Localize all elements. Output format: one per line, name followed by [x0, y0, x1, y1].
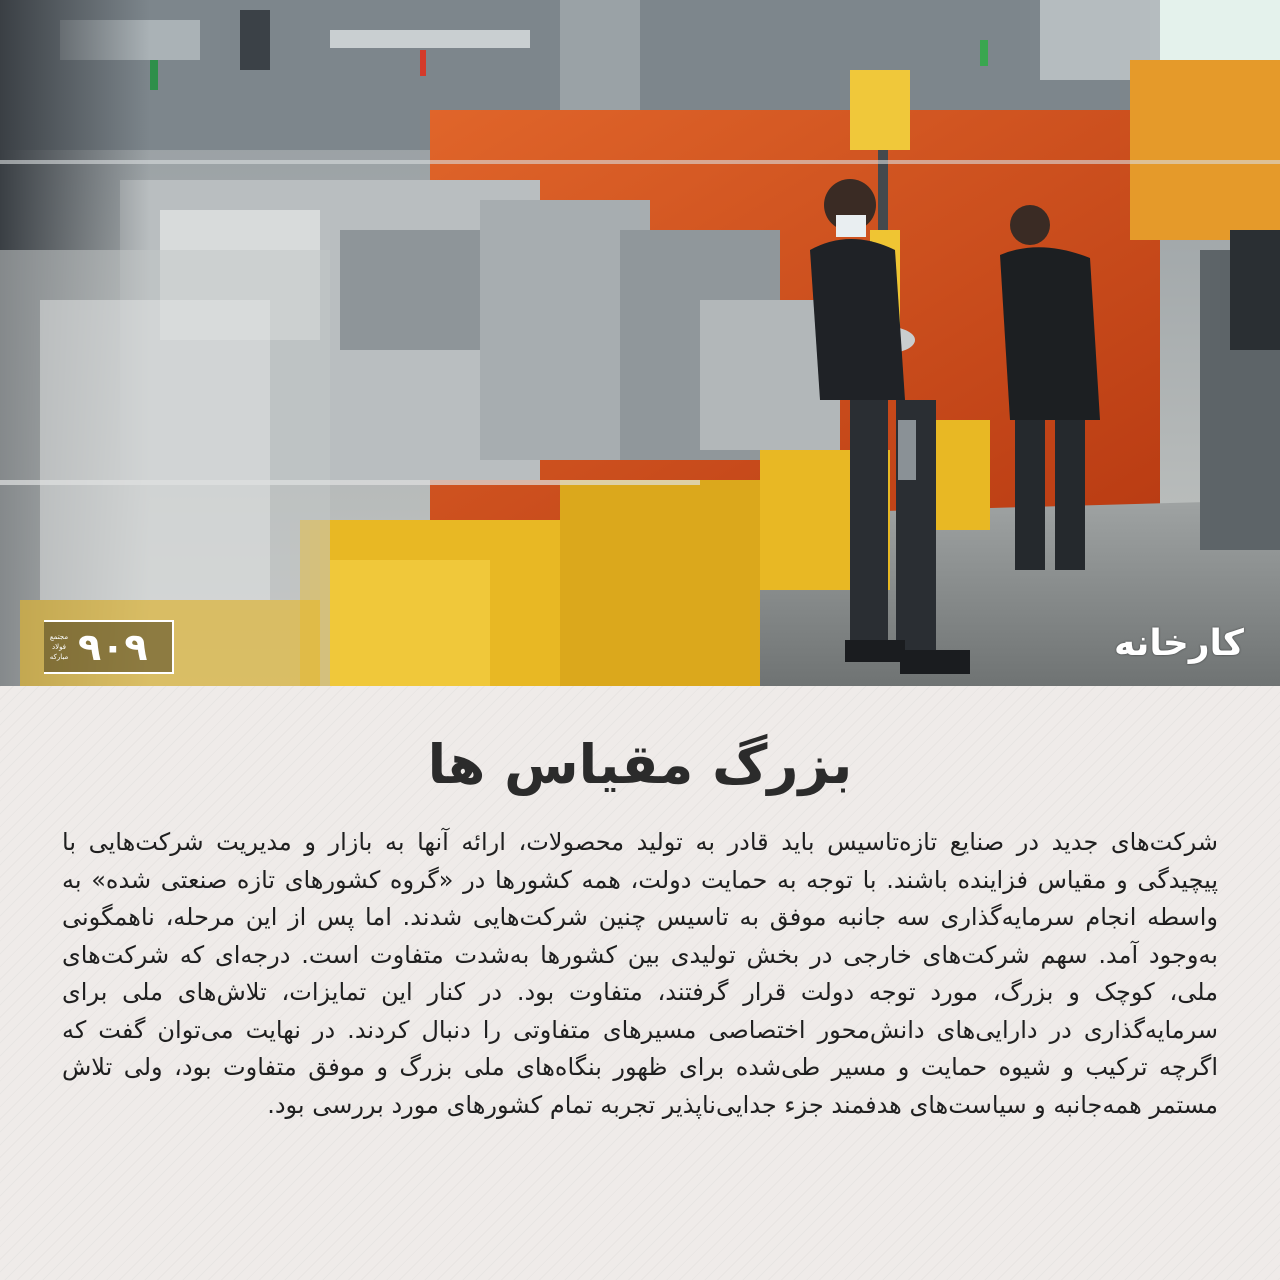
logo-left-caption-line: فولاد: [51, 642, 67, 651]
logo-left-caption-line: مبارکه: [49, 652, 69, 661]
logo-left-caption: [44, 622, 74, 672]
karkhaneh-logo: کارخانه: [1114, 623, 1244, 664]
article-headline: بزرگ مقیاس ها: [427, 733, 853, 796]
foolad-mobarakeh-logo: [44, 620, 174, 674]
logo-left-caption-line: مجتمع: [49, 632, 69, 641]
logo-left-mark: ۹۰۹: [78, 625, 148, 669]
article-body: شرکت‌های جدید در صنایع تازه‌تاسیس باید قادر به تولید محصولات، ارائه آنها به بازار و مدیریت شرکت‌هایی با پیچیدگی و مقیاس فزاینده باشند. با توجه به حمایت دولت، همه کشورها در «گروه کشورهای تازه صنعتی شده» به واسطه انجام سرمایه‌گذاری سه جانبه موفق به تاسیس چنین شرکت‌هایی شدند. اما پس از این مرحله، ناهمگونی به‌وجود آمد. سهم شرکت‌های خارجی در بخش تولیدی بین کشورها به‌شدت متفاوت است. درجه‌ای که شرکت‌های ملی، کوچک و بزرگ، مورد توجه دولت قرار گرفتند، متفاوت بود. در کنار این تمایزات، تلاش‌های ملی برای سرمایه‌گذاری در دارایی‌های دانش‌محور اختصاصی مسیرهای متفاوتی را دنبال کردند. در نهایت می‌توان گفت که اگرچه ترکیب و شیوه حمایت و مسیر طی‌شده برای ظهور بنگاه‌های ملی بزرگ و موفق متفاوت بود، ولی تلاش مستمر همه‌جانبه و سیاست‌های هدفمند جزء جدایی‌ناپذیر تجربه تمام کشورهای مورد بررسی بود.: [62, 828, 1218, 1119]
article-panel: [0, 686, 1280, 1280]
